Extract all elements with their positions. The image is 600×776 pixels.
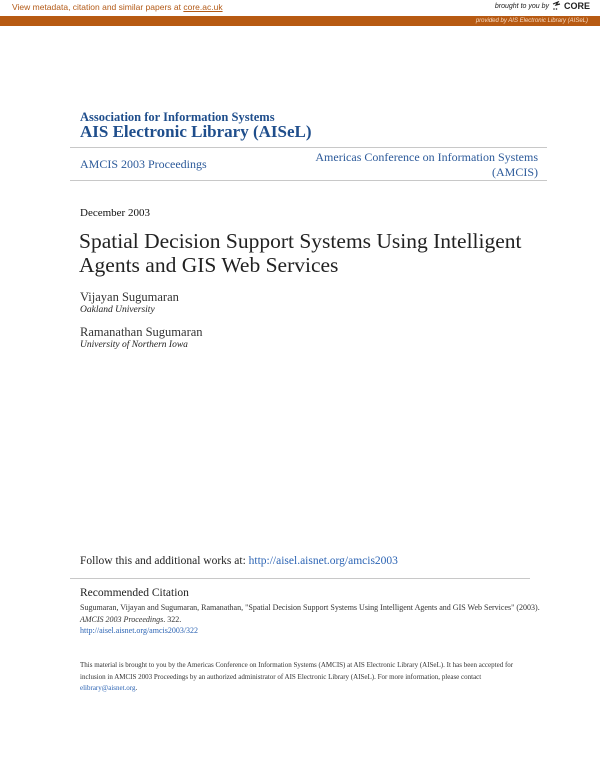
core-metadata-notice: [12, 2, 223, 12]
contact-email-link[interactable]: elibrary@aisnet.org: [80, 684, 136, 692]
paper-title-line1: Spatial Decision Support Systems Using Intelligent: [79, 229, 522, 253]
conference-link[interactable]: [288, 150, 538, 180]
author-block: [80, 290, 179, 315]
core-link[interactable]: core.ac.uk: [183, 2, 223, 12]
conference-name-line2: (AMCIS): [491, 165, 538, 179]
recommended-citation-heading: Recommended Citation: [80, 587, 189, 599]
org-name: Association for Information Systems: [80, 110, 275, 124]
brought-by-text: brought to you by: [494, 2, 549, 10]
divider-follow: [70, 578, 530, 579]
library-name[interactable]: AIS Electronic Library (AISeL): [80, 122, 312, 141]
series-link[interactable]: AMCIS 2003 Proceedings: [80, 157, 207, 171]
core-logo-icon: [552, 1, 562, 11]
core-provided-by: provided by AIS Electronic Library (AISeL): [475, 18, 588, 24]
permission-notice: [80, 660, 540, 695]
follow-link[interactable]: http://aisel.aisnet.org/amcis2003: [248, 555, 398, 567]
core-brand[interactable]: [495, 1, 590, 11]
core-metadata-text: View metadata, citation and similar papers at: [12, 2, 184, 12]
citation-number: . 322.: [163, 614, 182, 624]
author-affiliation: Oakland University: [80, 305, 155, 315]
notice-text: This material is brought to you by the Americas Conference on Information Systems (AMCIS) at AIS Electronic Library (AISeL). It has been accepted for inclusion in AMCIS 2003 Proceedings by an authorized administrator of AIS Electronic Library (AISeL). For more information, please contact: [80, 661, 514, 681]
core-logo-text: CORE: [563, 1, 590, 11]
paper-title: [79, 229, 549, 277]
follow-line: [80, 555, 398, 567]
follow-text: Follow this and additional works at:: [80, 555, 249, 567]
paper-title-line2: Agents and GIS Web Services: [79, 253, 339, 277]
author-name: Vijayan Sugumaran: [80, 290, 179, 304]
divider-bottom: [70, 180, 547, 181]
citation-text: [80, 602, 540, 637]
author-block: [80, 325, 203, 350]
core-logo: [552, 1, 590, 11]
citation-venue: AMCIS 2003 Proceedings: [80, 614, 164, 624]
author-name: Ramanathan Sugumaran: [80, 325, 203, 339]
publication-date: December 2003: [80, 207, 150, 219]
author-affiliation: University of Northern Iowa: [80, 340, 188, 350]
notice-end: .: [135, 684, 138, 692]
divider-top: [70, 147, 547, 148]
conference-name-line1: Americas Conference on Information Systems: [315, 150, 538, 164]
citation-body: Sugumaran, Vijayan and Sugumaran, Ramanathan, "Spatial Decision Support Systems Using Intelligent Agents and GIS Web Services" (2003).: [80, 603, 540, 612]
citation-link[interactable]: http://aisel.aisnet.org/amcis2003/322: [80, 626, 199, 635]
